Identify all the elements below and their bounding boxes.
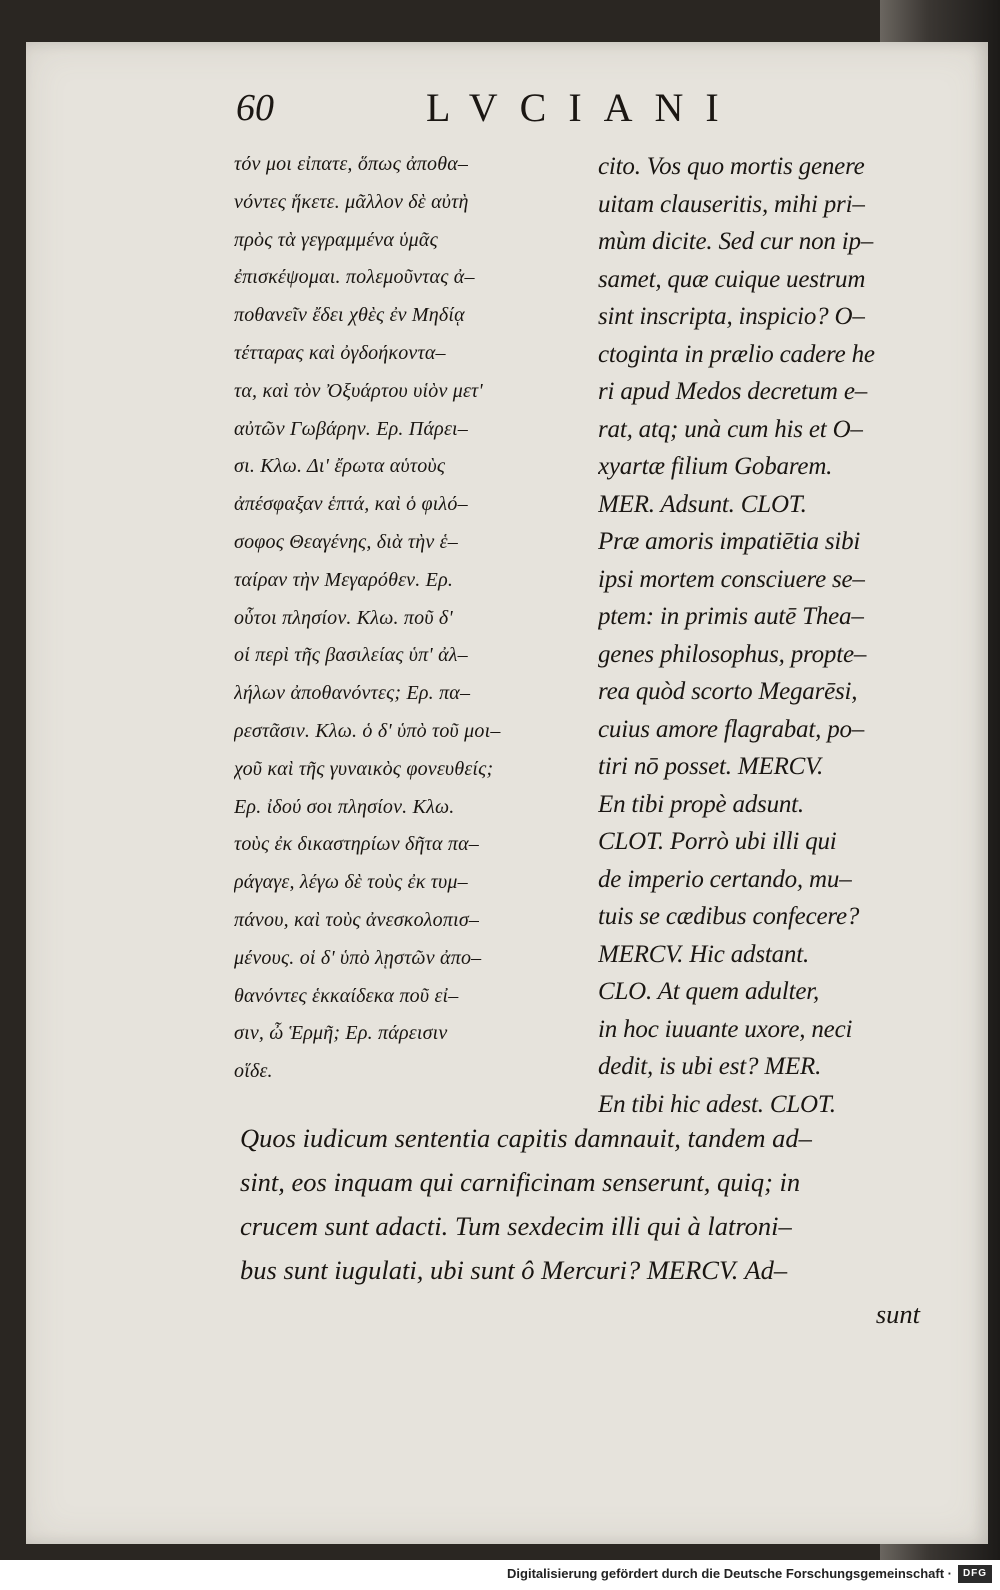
greek-column-line: χοῦ καὶ τῆς γυναικὸς φονευθείς;: [234, 757, 494, 780]
latin-column-line: in hoc iuuante uxore, neci: [598, 1015, 853, 1043]
latin-column-line: Præ amoris impatiētia sibi: [598, 528, 861, 555]
greek-column-line: ταίραν τὴν Μεγαρόθεν. Ερ.: [234, 568, 454, 591]
latin-column-line: MERCV. Hic adstant.: [598, 940, 810, 968]
latin-column-line: CLO. At quem adulter,: [598, 978, 820, 1005]
latin-column-line: xyartæ filium Gobarem.: [598, 453, 833, 480]
greek-column-line: λήλων ἀποθανόντες; Ερ. πα–: [234, 682, 471, 705]
dfg-logo-icon: DFG: [958, 1565, 992, 1583]
full-width-line: crucem sunt adacti. Tum sexdecim illi qui à latroni–: [240, 1211, 792, 1241]
latin-column-line: tiri nō posset. MERCV.: [598, 753, 824, 780]
greek-column-line: σι. Κλω. Δι' ἔρωτα αὑτοὺς: [234, 455, 446, 478]
greek-column-line: τα, καὶ τὸν Ὀξυάρτου υἱὸν μετ': [234, 379, 483, 402]
latin-column-line: tuis se cædibus confecere?: [598, 903, 860, 930]
full-width-line: Quos iudicum sententia capitis damnauit, tandem ad–: [240, 1123, 812, 1153]
greek-column-line: οὗτοι πλησίον. Κλω. ποῦ δ': [234, 606, 453, 629]
full-width-line: sint, eos inquam qui carnificinam senserunt, quiq; in: [240, 1167, 801, 1197]
latin-column-line: dedit, is ubi est? MER.: [598, 1053, 822, 1080]
latin-column-line: ctoginta in prælio cadere he: [598, 340, 875, 368]
latin-column-line: En tibi hic adest. CLOT.: [598, 1090, 836, 1118]
full-width-latin-text: [240, 1116, 930, 1336]
greek-column-line: ἀπέσφαξαν ἑπτά, καὶ ὁ φιλό–: [234, 493, 468, 516]
latin-column-line: ptem: in primis autē Thea–: [598, 603, 864, 630]
greek-column-line: ποθανεῖν ἔδει χθὲς ἐν Μηδίᾳ: [234, 304, 465, 327]
latin-column-line: rat, atq; unà cum his et O–: [598, 415, 863, 443]
latin-column-line: mùm dicite. Sed cur non ip–: [598, 228, 874, 255]
latin-text-column: [598, 148, 928, 1123]
latin-column-line: ri apud Medos decretum e–: [598, 378, 868, 405]
latin-column-line: uitam clauseritis, mihi pri–: [598, 190, 865, 218]
greek-column-line: τέτταρας καὶ ὀγδοήκοντα–: [234, 341, 446, 364]
greek-column-line: οἵδε.: [234, 1060, 273, 1083]
latin-column-line: ipsi mortem consciuere se–: [598, 565, 865, 593]
full-width-line: bus sunt iugulati, ubi sunt ô Mercuri? MERCV. Ad–: [240, 1255, 788, 1285]
latin-column-line: En tibi propè adsunt.: [598, 790, 804, 818]
greek-column-line: μένους. οἱ δ' ὑπὸ λῃστῶν ἀπο–: [234, 946, 482, 969]
greek-column-line: Ερ. ἰδού σοι πλησίον. Κλω.: [234, 795, 455, 818]
greek-column-line: τοὺς ἐκ δικαστηρίων δῆτα πα–: [234, 833, 479, 856]
latin-column-line: cuius amore flagrabat, po–: [598, 715, 865, 743]
catchword: sunt: [875, 1299, 920, 1329]
latin-column-line: sint inscripta, inspicio? O–: [598, 303, 865, 330]
greek-column-line: νόντες ἥκετε. μᾶλλον δὲ αὐτὴ: [234, 190, 469, 213]
dfg-credit-text: Digitalisierung gefördert durch die Deutsche Forschungsgemeinschaft ·: [507, 1566, 952, 1581]
latin-column-line: CLOT. Porrò ubi illi qui: [598, 828, 837, 855]
greek-column-line: οἱ περὶ τῆς βασιλείας ὑπ' ἀλ–: [234, 644, 468, 667]
latin-column-line: genes philosophus, propte–: [598, 640, 867, 668]
latin-column-line: cito. Vos quo mortis genere: [598, 153, 865, 180]
greek-column-line: σιν, ὦ Ἑρμῆ; Ερ. πάρεισιν: [234, 1022, 448, 1045]
greek-column-line: αὐτῶν Γωβάρην. Ερ. Πάρει–: [234, 417, 468, 440]
latin-column-line: MER. Adsunt. CLOT.: [598, 490, 807, 518]
greek-text-column: [234, 146, 580, 1091]
running-head: LVCIANI: [426, 85, 741, 130]
greek-column-line: τόν μοι εἰπατε, ὅπως ἀποθα–: [234, 153, 469, 175]
page-header: [236, 80, 916, 140]
latin-column-line: samet, quæ cuique uestrum: [598, 265, 866, 293]
greek-column-line: πρὸς τὰ γεγραμμένα ὑμᾶς: [234, 228, 438, 251]
greek-column-line: ρεστᾶσιν. Κλω. ὁ δ' ὑπὸ τοῦ μοι–: [234, 719, 501, 742]
latin-column-line: rea quòd scorto Megarēsi,: [598, 678, 858, 705]
greek-column-line: θανόντες ἑκκαίδεκα ποῦ εἰ–: [234, 984, 459, 1007]
greek-column-line: ράγαγε, λέγω δὲ τοὺς ἐκ τυμ–: [234, 871, 468, 894]
greek-column-line: πάνου, καὶ τοὺς ἀνεσκολοπισ–: [234, 908, 480, 931]
greek-column-line: ἐπισκέψομαι. πολεμοῦντας ἀ–: [234, 266, 475, 289]
digitization-footer: [0, 1560, 1000, 1590]
greek-column-line: σοφος Θεαγένης, διὰ τὴν ἑ–: [234, 530, 458, 553]
latin-column-line: de imperio certando, mu–: [598, 865, 852, 893]
page-number: 60: [236, 87, 274, 129]
